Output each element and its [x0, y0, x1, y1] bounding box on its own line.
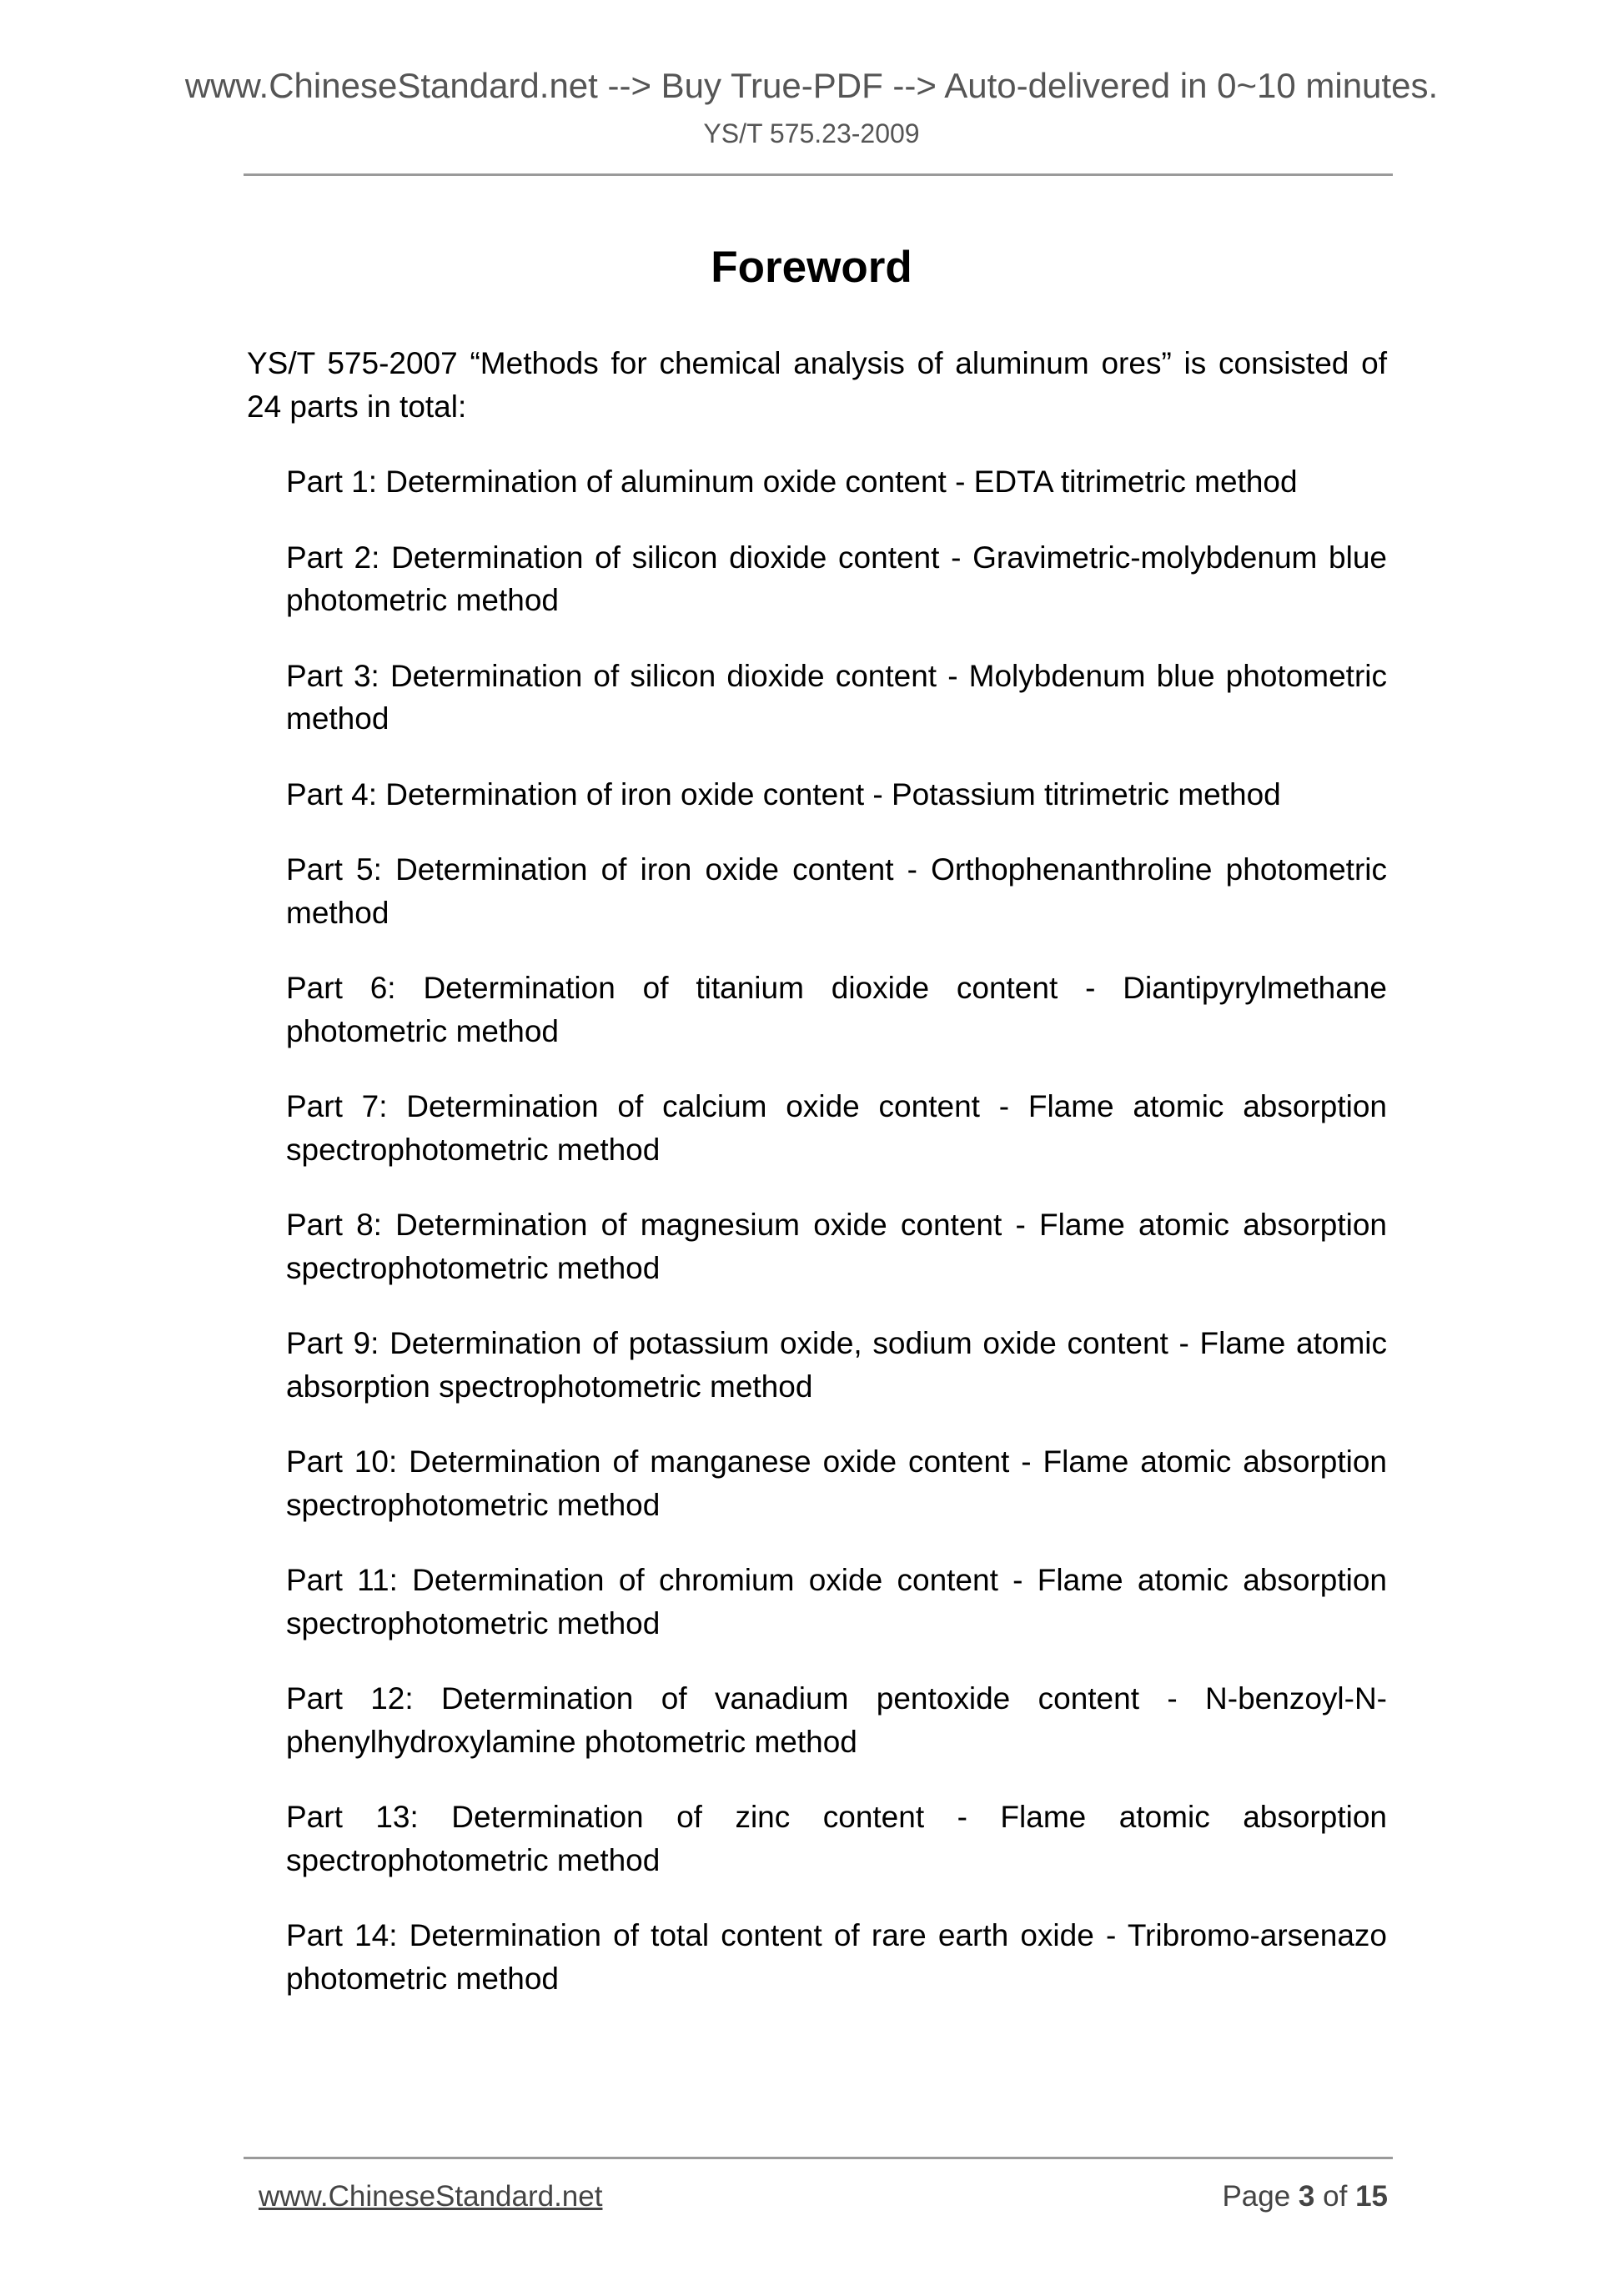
- page-total: 15: [1355, 2180, 1388, 2213]
- page-of: of: [1323, 2180, 1348, 2213]
- list-item: Part 4: Determination of iron oxide content - Potassium titrimetric method: [286, 776, 1281, 811]
- page-prefix: Page: [1222, 2180, 1291, 2213]
- list-item: Part 8: Determination of magnesium oxide content - Flame atomic absorption spectrophotometric method: [286, 1208, 1387, 1285]
- list-item: Part 5: Determination of iron oxide content - Orthophenanthroline photometric method: [286, 852, 1387, 930]
- page-indicator: [1222, 2178, 1388, 2215]
- list-item: Part 2: Determination of silicon dioxide content - Gravimetric-molybdenum blue photometric method: [286, 540, 1387, 617]
- list-item: Part 14: Determination of total content of rare earth oxide - Tribromo-arsenazo photometric method: [286, 1918, 1387, 1996]
- list-item: Part 11: Determination of chromium oxide content - Flame atomic absorption spectrophotometric method: [286, 1563, 1387, 1640]
- list-item: Part 1: Determination of aluminum oxide content - EDTA titrimetric method: [286, 465, 1298, 499]
- list-item: Part 10: Determination of manganese oxide content - Flame atomic absorption spectrophotometric method: [286, 1444, 1387, 1522]
- footer-website-link[interactable]: www.ChineseStandard.net: [259, 2180, 603, 2213]
- document-body: [247, 342, 1387, 2032]
- header-banner: www.ChineseStandard.net --> Buy True-PDF --> Auto-delivered in 0~10 minutes.: [184, 66, 1439, 105]
- standard-code: YS/T 575.23-2009: [703, 118, 920, 148]
- list-item: Part 13: Determination of zinc content - Flame atomic absorption spectrophotometric method: [286, 1800, 1387, 1877]
- list-item: Part 9: Determination of potassium oxide, sodium oxide content - Flame atomic absorption spectrophotometric method: [286, 1326, 1387, 1404]
- list-item: Part 7: Determination of calcium oxide content - Flame atomic absorption spectrophotometric method: [286, 1089, 1387, 1167]
- page-current: 3: [1298, 2180, 1315, 2213]
- intro-paragraph: YS/T 575-2007 “Methods for chemical analysis of aluminum ores” is consisted of 24 parts in total:: [247, 346, 1387, 424]
- list-item: Part 6: Determination of titanium dioxide content - Diantipyrylmethane photometric method: [286, 971, 1387, 1048]
- header-divider: [244, 173, 1393, 176]
- list-item: Part 12: Determination of vanadium pentoxide content - N-benzoyl-N-phenylhydroxylamine photometric method: [286, 1681, 1387, 1759]
- list-item: Part 3: Determination of silicon dioxide content - Molybdenum blue photometric method: [286, 658, 1387, 736]
- page-title: Foreword: [711, 243, 912, 292]
- footer-divider: [244, 2157, 1393, 2159]
